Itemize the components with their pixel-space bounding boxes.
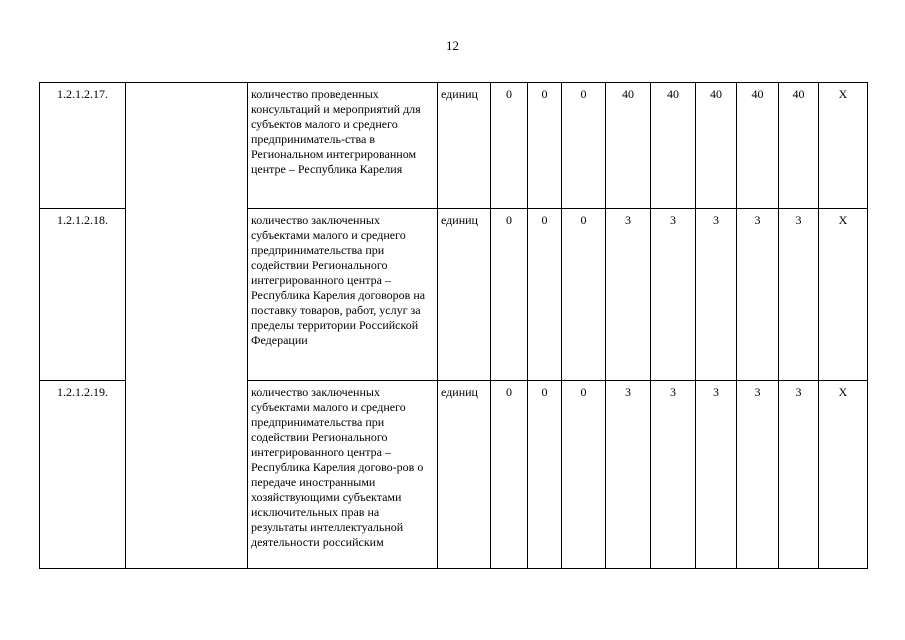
row-description: количество проведенных консультаций и мероприятий для субъектов малого и среднего предприниматель-ства в Региональном интегрированном центре – Республика Карелия (248, 83, 438, 209)
value-cell: 0 (528, 381, 562, 569)
indicators-table (39, 82, 868, 569)
page-number: 12 (446, 38, 459, 53)
value-cell: Х (819, 381, 868, 569)
row-description: количество заключенных субъектами малого и среднего предпринимательства при содействии Регионального интегрированного центра – Республика Карелия договоров на поставку товаров, работ, услуг за пределы территории Российской Федерации (248, 209, 438, 381)
value-cell: 40 (696, 83, 737, 209)
value-cell: 3 (737, 381, 779, 569)
value-cell: 0 (528, 83, 562, 209)
row-unit: единиц (438, 83, 491, 209)
value-cell: 3 (606, 381, 651, 569)
value-cell: 3 (606, 209, 651, 381)
row-description: количество заключенных субъектами малого и среднего предпринимательства при содействии Регионального интегрированного центра – Республика Карелия догово-ров о передаче иностранными хозяйствующими субъектами исключительных прав на результаты интеллектуальной деятельности российским (248, 381, 438, 569)
value-cell: 3 (779, 381, 819, 569)
table-row (40, 83, 868, 209)
value-cell: 40 (737, 83, 779, 209)
value-cell: Х (819, 83, 868, 209)
row-code: 1.2.1.2.19. (40, 381, 126, 569)
value-cell: 0 (562, 381, 606, 569)
value-cell: 3 (696, 381, 737, 569)
row-code: 1.2.1.2.18. (40, 209, 126, 381)
value-cell: 0 (528, 209, 562, 381)
empty-cell (126, 83, 248, 569)
value-cell: 0 (491, 209, 528, 381)
value-cell: 0 (491, 381, 528, 569)
value-cell: 40 (779, 83, 819, 209)
value-cell: 3 (651, 209, 696, 381)
row-code: 1.2.1.2.17. (40, 83, 126, 209)
value-cell: 0 (491, 83, 528, 209)
value-cell: 40 (651, 83, 696, 209)
value-cell: 40 (606, 83, 651, 209)
value-cell: Х (819, 209, 868, 381)
row-unit: единиц (438, 209, 491, 381)
value-cell: 0 (562, 209, 606, 381)
value-cell: 3 (737, 209, 779, 381)
value-cell: 3 (651, 381, 696, 569)
value-cell: 3 (696, 209, 737, 381)
value-cell: 3 (779, 209, 819, 381)
value-cell: 0 (562, 83, 606, 209)
row-unit: единиц (438, 381, 491, 569)
